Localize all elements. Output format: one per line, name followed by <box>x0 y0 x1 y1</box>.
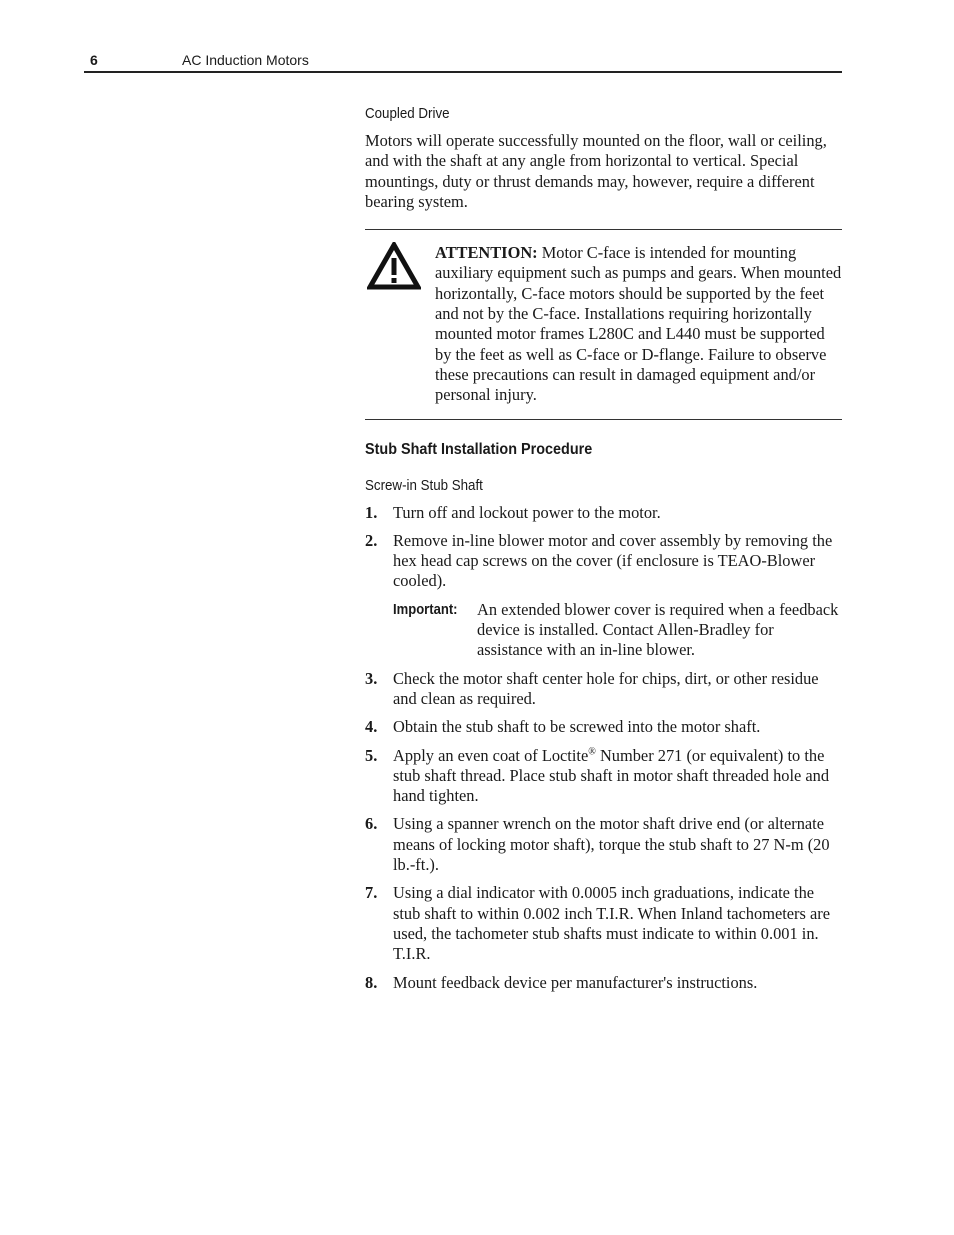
page-content <box>365 106 842 1001</box>
running-title: AC Induction Motors <box>182 52 309 68</box>
coupled-drive-heading: Coupled Drive <box>365 106 450 122</box>
screw-in-stub-shaft-heading: Screw-in Stub Shaft <box>365 477 483 494</box>
important-note <box>393 600 842 661</box>
important-text: An extended blower cover is required when a feedback device is installed. Contact Allen-Bradley for assistance with an in-line blower. <box>477 599 839 660</box>
stub-shaft-heading: Stub Shaft Installation Procedure <box>365 440 593 458</box>
coupled-drive-paragraph: Motors will operate successfully mounted on the floor, wall or ceiling, and with the shaft at any angle from horizontal to vertical. Special mountings, duty or thrust demands may, however, require a different bearing system. <box>365 131 827 211</box>
step-text: Check the motor shaft center hole for chips, dirt, or other residue and clean as required. <box>393 668 819 708</box>
step-text-part: Apply an even coat of Loctite <box>393 745 589 765</box>
attention-box <box>365 229 842 419</box>
running-header <box>84 51 842 73</box>
list-item <box>365 814 842 875</box>
list-item <box>365 973 842 993</box>
attention-label: ATTENTION: <box>435 243 538 263</box>
list-item <box>365 883 842 964</box>
step-number: 4. <box>365 717 378 737</box>
procedure-steps <box>365 503 842 993</box>
list-item <box>365 531 842 592</box>
step-number: 2. <box>365 530 378 550</box>
step-number: 7. <box>365 883 378 903</box>
list-item <box>365 503 842 523</box>
step-text: Turn off and lockout power to the motor. <box>393 502 661 522</box>
list-item <box>365 669 842 710</box>
step-text <box>393 746 829 806</box>
step-text: Using a spanner wrench on the motor shaft drive end (or alternate means of locking motor shaft), torque the stub shaft to 27 N-m (20 lb.-ft.). <box>393 814 830 875</box>
attention-body: Motor C-face is intended for mounting auxiliary equipment such as pumps and gears. When mounted horizontally, C-face motors should be supported by the feet and not by the C-face. Installations requiring horizontally mounted motor frames L280C and L440 must be supported by the feet as well as C-face or D-flange. Failure to observe these precautions can result in damaged equipment and/or personal injury. <box>435 243 842 405</box>
step-number: 1. <box>365 502 378 522</box>
step-text-part: Number 271 (or equivalent) to the stub shaft thread. Place stub shaft in motor shaft threaded hole and hand tighten. <box>393 745 830 806</box>
step-number: 3. <box>365 668 378 688</box>
warning-triangle-icon <box>367 242 421 290</box>
step-number: 8. <box>365 972 378 992</box>
step-text: Obtain the stub shaft to be screwed into the motor shaft. <box>393 717 761 737</box>
step-number: 6. <box>365 814 378 834</box>
attention-text <box>435 243 842 405</box>
page-number: 6 <box>90 52 98 68</box>
step-text: Remove in-line blower motor and cover assembly by removing the hex head cap screws on the cover (if enclosure is TEAO-Blower cooled). <box>393 530 833 591</box>
step-text: Using a dial indicator with 0.0005 inch graduations, indicate the stub shaft to within 0.002 inch T.I.R. When Inland tachometers are used, the tachometer stub shafts must indicate to within 0.001 in. T.I.R. <box>393 883 830 964</box>
important-label: Important: <box>393 601 458 618</box>
list-item <box>365 717 842 737</box>
step-text: Mount feedback device per manufacturer's instructions. <box>393 972 758 992</box>
list-item <box>365 746 842 807</box>
step-number: 5. <box>365 745 378 765</box>
registered-mark: ® <box>588 746 596 758</box>
